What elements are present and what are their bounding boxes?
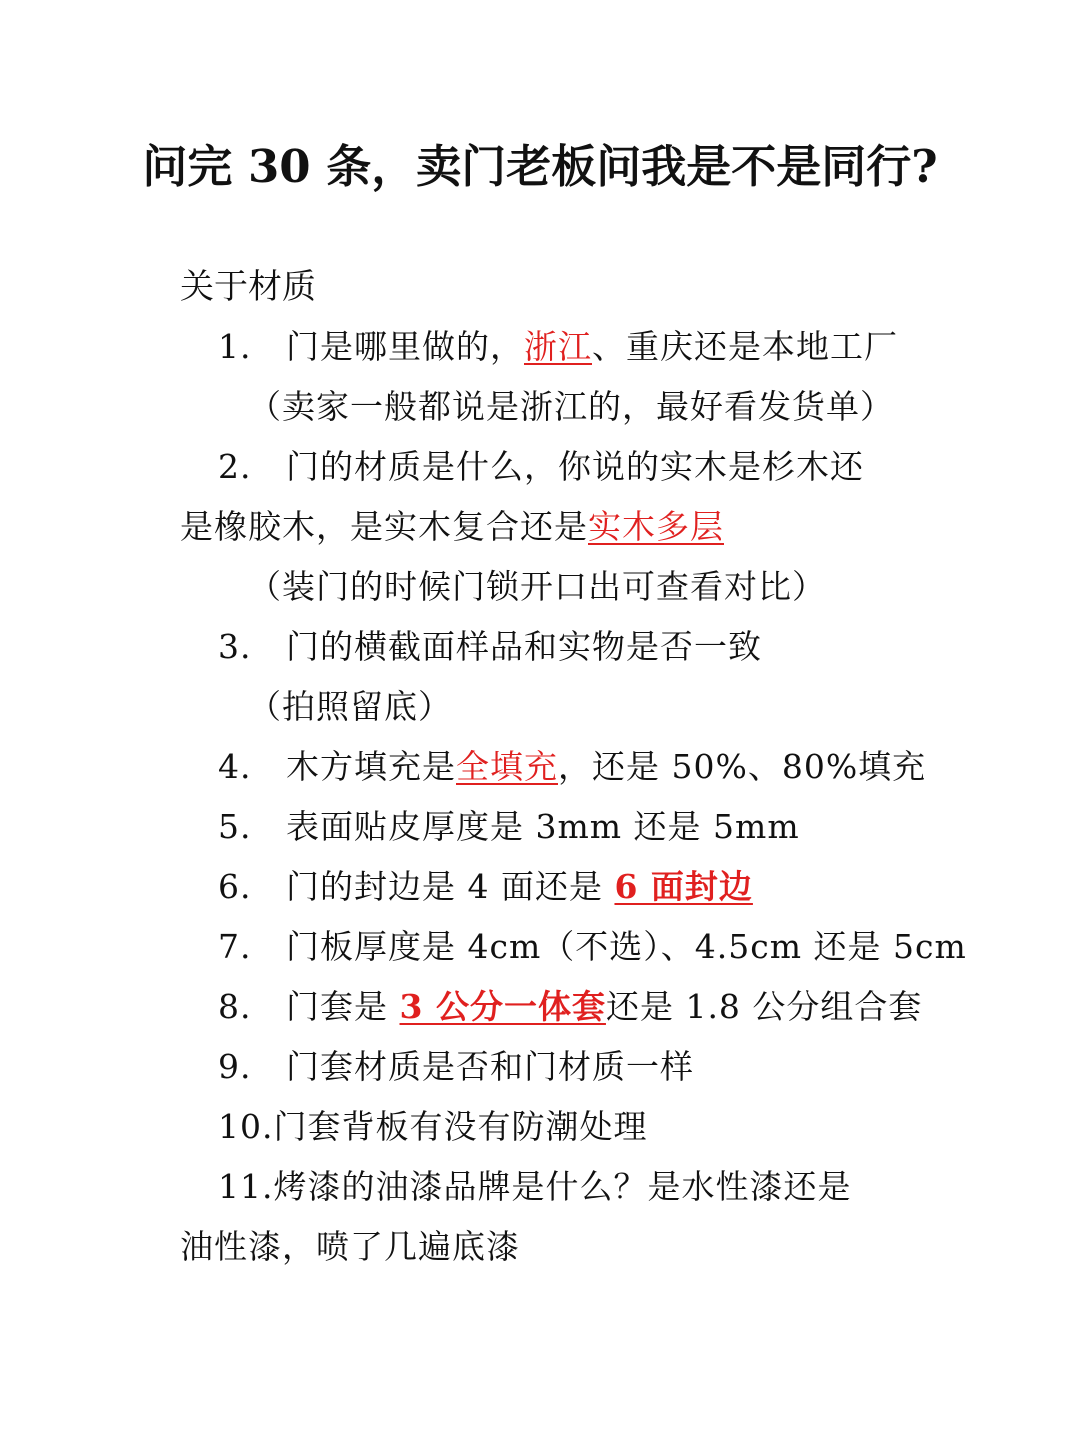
item-number: 10. (218, 1107, 274, 1146)
item-number: 11. (218, 1167, 274, 1206)
item-text: 门板厚度是 4cm（不选）、4.5cm 还是 5cm (286, 927, 967, 966)
list-item-1 (218, 322, 898, 372)
item-text: 门套背板有没有防潮处理 (273, 1107, 648, 1146)
item-number: 7. (218, 927, 252, 966)
item-text: 门的横截面样品和实物是否一致 (286, 627, 762, 666)
item-number: 4. (218, 747, 252, 786)
list-item-7 (218, 922, 967, 972)
section-heading: 关于材质 (180, 267, 316, 307)
item-number: 8. (218, 987, 252, 1026)
item-note-1: （卖家一般都说是浙江的，最好看发货单） (248, 387, 894, 426)
item-number: 3. (218, 627, 252, 666)
item-text: 还是 1.8 公分组合套 (605, 987, 923, 1026)
list-item-11 (218, 1162, 851, 1212)
list-item-10 (218, 1102, 647, 1152)
list-item-2 (218, 442, 864, 492)
list-item-5 (218, 802, 800, 852)
item-text: 门的封边是 4 面还是 (286, 867, 615, 906)
item-text: 烤漆的油漆品牌是什么？是水性漆还是 (273, 1167, 852, 1206)
item-note-3: （拍照留底） (248, 687, 452, 726)
list-item-8 (218, 982, 922, 1032)
item-text: 门是哪里做的， (286, 327, 524, 366)
list-item-3 (218, 622, 762, 672)
list-item-4 (218, 742, 926, 792)
item-number: 2. (218, 447, 252, 486)
item-text: 是橡胶木，是实木复合还是 (180, 507, 588, 546)
item-number: 1. (218, 327, 252, 366)
item-text: 、重庆还是本地工厂 (592, 327, 898, 366)
item-number: 5. (218, 807, 252, 846)
item-text: 门套是 (286, 987, 400, 1026)
highlight-text: 实木多层 (588, 507, 724, 546)
item-text: 油性漆，喷了几遍底漆 (180, 1227, 520, 1266)
item-text: 表面贴皮厚度是 3mm 还是 5mm (286, 807, 800, 846)
list-item-6 (218, 862, 753, 912)
highlight-text: 6 面封边 (614, 867, 753, 906)
list-item-11-continued (180, 1222, 520, 1272)
item-number: 6. (218, 867, 252, 906)
item-text: 门套材质是否和门材质一样 (286, 1047, 694, 1086)
highlight-text: 浙江 (524, 327, 592, 366)
list-item-2-continued (180, 502, 724, 552)
item-text: 门的材质是什么，你说的实木是杉木还 (286, 447, 864, 486)
list-item-9 (218, 1042, 694, 1092)
page-title: 问完 30 条，卖门老板问我是不是同行? (142, 140, 938, 193)
item-note-2: （装门的时候门锁开口出可查看对比） (248, 567, 826, 606)
item-text: ，还是 50%、80%填充 (558, 747, 927, 786)
item-text: 木方填充是 (286, 747, 456, 786)
item-number: 9. (218, 1047, 252, 1086)
highlight-text: 全填充 (456, 747, 558, 786)
highlight-text: 3 公分一体套 (399, 987, 606, 1026)
